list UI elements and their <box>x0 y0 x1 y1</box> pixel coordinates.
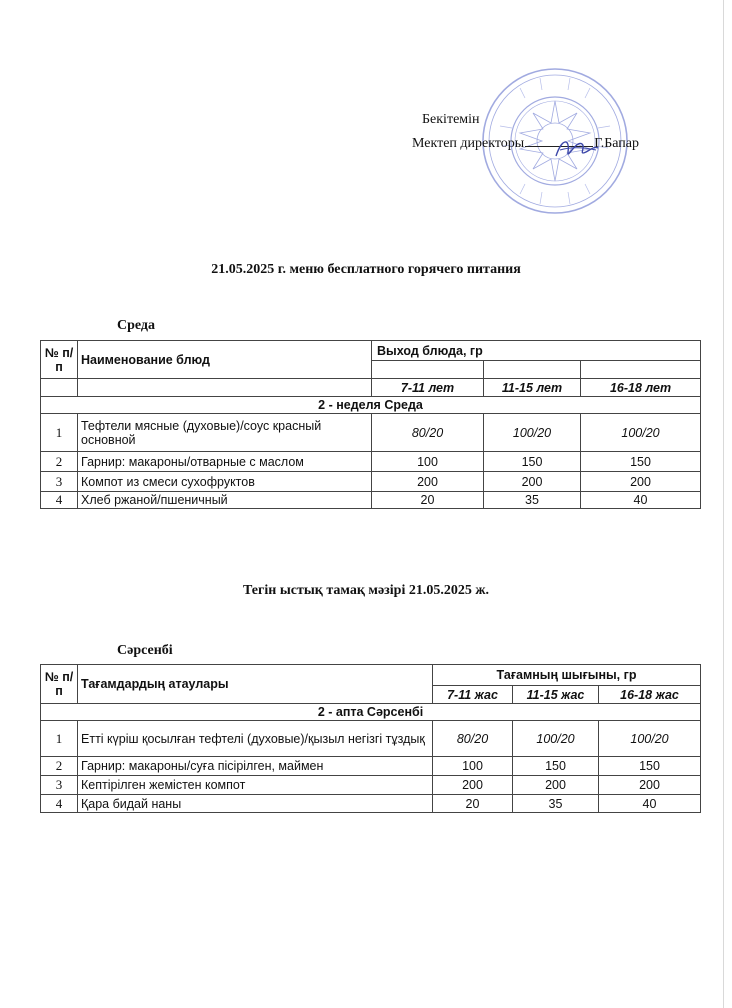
header-empty-cell <box>484 361 581 379</box>
table-row <box>41 795 701 813</box>
portion-11-15: 200 <box>484 472 581 492</box>
age-group-header: 11-15 жас <box>513 686 599 704</box>
dish-name: Тефтели мясные (духовые)/соус красный основной <box>78 414 372 452</box>
dish-name: Хлеб ржаной/пшеничный <box>78 492 372 509</box>
handwritten-signature-icon <box>552 134 602 164</box>
week-label: 2 - неделя Среда <box>41 397 701 414</box>
dish-name: Етті күріш қосылған тефтелі (духовые)/қызыл негізгі тұздық <box>78 721 433 757</box>
portion-11-15: 35 <box>484 492 581 509</box>
portion-7-11: 20 <box>372 492 484 509</box>
dish-name: Қара бидай наны <box>78 795 433 813</box>
portion-7-11: 200 <box>372 472 484 492</box>
approval-signer-line <box>412 132 639 154</box>
header-num: № п/п <box>41 665 78 704</box>
header-dish-name: Наименование блюд <box>78 341 372 379</box>
header-num: № п/п <box>41 341 78 379</box>
portion-11-15: 100/20 <box>513 721 599 757</box>
portion-11-15: 35 <box>513 795 599 813</box>
weekday-ru: Среда <box>117 318 156 333</box>
dish-name: Гарнир: макароны/отварные с маслом <box>78 452 372 472</box>
table-row <box>41 472 701 492</box>
menu-table-kz <box>40 664 701 813</box>
director-position: Мектеп директоры <box>412 136 525 151</box>
table-row <box>41 452 701 472</box>
menu-title-kz: Тегін ыстық тамақ мәзірі 21.05.2025 ж. <box>243 583 489 598</box>
age-group-header: 7-11 лет <box>372 379 484 397</box>
row-number: 4 <box>41 795 78 813</box>
table-row <box>41 757 701 776</box>
portion-7-11: 200 <box>433 776 513 795</box>
portion-11-15: 100/20 <box>484 414 581 452</box>
portion-7-11: 100 <box>372 452 484 472</box>
age-group-header: 11-15 лет <box>484 379 581 397</box>
table-row <box>41 776 701 795</box>
portion-7-11: 80/20 <box>433 721 513 757</box>
header-dish-name: Тағамдардың атаулары <box>78 665 433 704</box>
row-number: 1 <box>41 414 78 452</box>
table-row <box>41 414 701 452</box>
portion-16-18: 150 <box>581 452 701 472</box>
row-number: 3 <box>41 472 78 492</box>
header-output: Тағамның шығыны, гр <box>433 665 701 686</box>
portion-16-18: 200 <box>599 776 701 795</box>
header-empty-cell <box>372 361 484 379</box>
portion-11-15: 150 <box>513 757 599 776</box>
director-name: Г.Бапар <box>594 136 640 151</box>
age-group-header: 16-18 жас <box>599 686 701 704</box>
dish-name: Компот из смеси сухофруктов <box>78 472 372 492</box>
table-row <box>41 721 701 757</box>
age-group-header: 16-18 лет <box>581 379 701 397</box>
portion-16-18: 40 <box>599 795 701 813</box>
dish-name: Кептірілген жемістен компот <box>78 776 433 795</box>
approval-title: Бекітемін <box>422 112 480 127</box>
portion-7-11: 20 <box>433 795 513 813</box>
row-number: 2 <box>41 757 78 776</box>
scan-edge-line <box>723 0 724 1008</box>
menu-table-ru <box>40 340 701 509</box>
header-empty-cell <box>581 361 701 379</box>
weekday-kz: Сәрсенбі <box>117 643 173 658</box>
dish-name: Гарнир: макароны/суға пісірілген, маймен <box>78 757 433 776</box>
portion-16-18: 150 <box>599 757 701 776</box>
portion-16-18: 200 <box>581 472 701 492</box>
portion-11-15: 150 <box>484 452 581 472</box>
table-row <box>41 492 701 509</box>
portion-16-18: 100/20 <box>581 414 701 452</box>
row-number: 1 <box>41 721 78 757</box>
age-group-header: 7-11 жас <box>433 686 513 704</box>
row-number: 3 <box>41 776 78 795</box>
row-number: 4 <box>41 492 78 509</box>
row-number: 2 <box>41 452 78 472</box>
portion-16-18: 100/20 <box>599 721 701 757</box>
portion-11-15: 200 <box>513 776 599 795</box>
portion-7-11: 100 <box>433 757 513 776</box>
header-output: Выход блюда, гр <box>372 341 701 361</box>
portion-7-11: 80/20 <box>372 414 484 452</box>
header-empty-cell <box>78 379 372 397</box>
week-label: 2 - апта Сәрсенбі <box>41 704 701 721</box>
portion-16-18: 40 <box>581 492 701 509</box>
menu-title-ru: 21.05.2025 г. меню бесплатного горячего питания <box>211 262 521 277</box>
header-empty-cell <box>41 379 78 397</box>
